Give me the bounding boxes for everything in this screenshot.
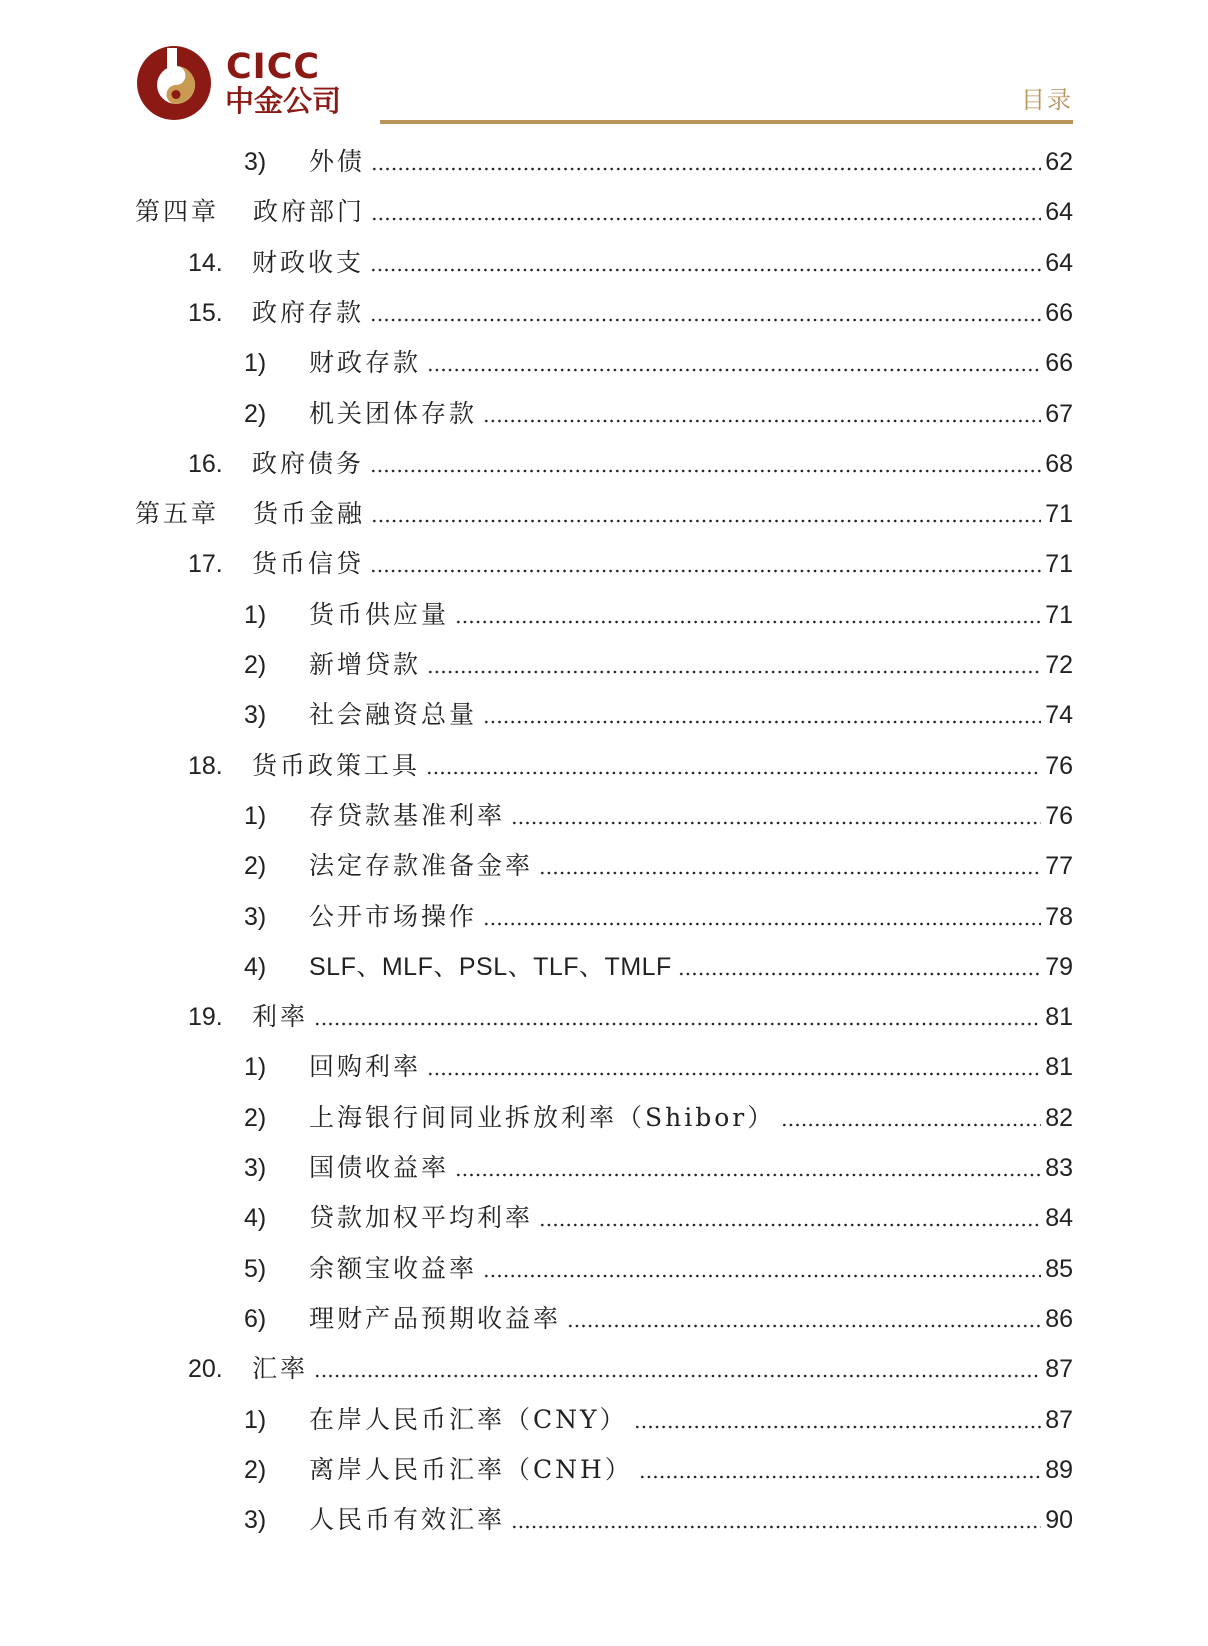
toc-entry-number: 3) bbox=[244, 1154, 267, 1182]
toc-page-number: 82 bbox=[1045, 1103, 1073, 1132]
dot-leader bbox=[371, 167, 1041, 171]
toc-entry-number: 5) bbox=[244, 1254, 267, 1283]
toc-entry[interactable] bbox=[244, 1249, 1073, 1289]
toc-page-number: 89 bbox=[1045, 1455, 1073, 1484]
dot-leader bbox=[483, 1274, 1041, 1278]
toc-entry-number: 3) bbox=[244, 902, 267, 931]
toc-entry[interactable] bbox=[244, 343, 1073, 383]
toc-entry-title: 财政收支 bbox=[252, 247, 365, 277]
toc-entry-number: 3) bbox=[244, 701, 267, 730]
toc-entry[interactable] bbox=[188, 544, 1073, 584]
toc-entry[interactable] bbox=[244, 796, 1073, 836]
toc-entry-number: 16. bbox=[188, 449, 223, 478]
toc-entry[interactable] bbox=[135, 494, 1073, 534]
toc-entry-title: 离岸人民币汇率（CNH） bbox=[309, 1454, 633, 1484]
dot-leader bbox=[370, 469, 1041, 473]
dot-leader bbox=[370, 569, 1041, 573]
toc-page-number: 76 bbox=[1045, 751, 1073, 780]
dot-leader bbox=[483, 720, 1041, 724]
toc-entry-title: 人民币有效汇率 bbox=[309, 1505, 506, 1535]
toc-page-number: 86 bbox=[1045, 1304, 1073, 1333]
toc-page-number: 64 bbox=[1045, 248, 1073, 277]
dot-leader bbox=[427, 368, 1041, 372]
toc-entry-number: 6) bbox=[244, 1304, 267, 1333]
toc-entry[interactable] bbox=[188, 293, 1073, 333]
toc-page-number: 62 bbox=[1045, 148, 1073, 176]
toc-entry[interactable] bbox=[244, 1047, 1073, 1087]
toc-entry[interactable] bbox=[244, 1400, 1073, 1440]
toc-page-number: 67 bbox=[1045, 399, 1073, 428]
page-header bbox=[0, 0, 1208, 130]
toc-entry-number: 1) bbox=[244, 600, 267, 629]
logo-text-en: CICC bbox=[226, 47, 321, 87]
dot-leader bbox=[371, 519, 1041, 523]
cicc-logo bbox=[136, 45, 386, 127]
toc-entry-title: 存贷款基准利率 bbox=[309, 800, 506, 830]
toc-entry-title: 货币金融 bbox=[253, 499, 366, 529]
toc-entry-title: 政府存款 bbox=[252, 297, 365, 327]
toc-page-number: 79 bbox=[1045, 952, 1073, 981]
header-divider bbox=[380, 120, 1073, 124]
dot-leader bbox=[371, 217, 1041, 221]
toc-entry-number: 19. bbox=[188, 1003, 223, 1032]
dot-leader bbox=[427, 1072, 1041, 1076]
toc-entry[interactable] bbox=[244, 142, 1073, 182]
toc-entry-title: 利率 bbox=[252, 1002, 309, 1032]
toc-entry-number: 1) bbox=[244, 801, 267, 830]
dot-leader bbox=[539, 871, 1041, 875]
toc-page-number: 81 bbox=[1045, 1053, 1073, 1082]
toc-entry-number: 4) bbox=[244, 952, 267, 981]
toc-entry-title: 余额宝收益率 bbox=[309, 1253, 478, 1283]
toc-page-number: 66 bbox=[1045, 349, 1073, 378]
toc-page-number: 78 bbox=[1045, 902, 1073, 931]
toc-entry-number: 3) bbox=[244, 1506, 267, 1535]
toc-entry-number: 15. bbox=[188, 298, 223, 327]
dot-leader bbox=[781, 1123, 1041, 1127]
toc-page-number: 84 bbox=[1045, 1204, 1073, 1233]
toc-entry-title: 新增贷款 bbox=[309, 650, 422, 679]
toc-entry[interactable] bbox=[188, 997, 1073, 1037]
toc-entry-number: 3) bbox=[244, 148, 267, 176]
toc-entry[interactable] bbox=[135, 192, 1073, 232]
dot-leader bbox=[370, 318, 1041, 322]
toc-page-number: 85 bbox=[1045, 1254, 1073, 1283]
toc-page-number: 77 bbox=[1045, 852, 1073, 881]
toc-entry-title: SLF、MLF、PSL、TLF、TMLF bbox=[309, 952, 672, 981]
dot-leader bbox=[483, 922, 1041, 926]
toc-entry-title: 回购利率 bbox=[309, 1052, 422, 1082]
toc-entry[interactable] bbox=[244, 1450, 1073, 1490]
toc-entry-title: 理财产品预期收益率 bbox=[309, 1303, 562, 1333]
toc-entry[interactable] bbox=[244, 695, 1073, 735]
dot-leader bbox=[678, 972, 1041, 976]
toc-entry[interactable] bbox=[188, 1349, 1073, 1389]
toc-entry-title: 财政存款 bbox=[309, 348, 422, 378]
dot-leader bbox=[639, 1475, 1041, 1479]
toc-page-number: 68 bbox=[1045, 449, 1073, 478]
toc-entry-title: 国债收益率 bbox=[309, 1153, 450, 1182]
toc-chapter-label: 第四章 bbox=[135, 197, 220, 227]
toc-entry-title: 在岸人民币汇率（CNY） bbox=[309, 1404, 628, 1434]
dot-leader bbox=[511, 821, 1041, 825]
toc-entry-title: 社会融资总量 bbox=[309, 700, 478, 730]
toc-page-number: 66 bbox=[1045, 298, 1073, 327]
dot-leader bbox=[426, 771, 1041, 775]
toc-entry[interactable] bbox=[244, 1299, 1073, 1339]
toc-page-number: 64 bbox=[1045, 198, 1073, 227]
dot-leader bbox=[314, 1374, 1041, 1378]
toc-entry-title: 法定存款准备金率 bbox=[309, 851, 534, 881]
toc-page-number: 72 bbox=[1045, 651, 1073, 679]
toc-entry[interactable] bbox=[188, 746, 1073, 786]
section-title: 目录 bbox=[1021, 86, 1073, 114]
toc-entry-number: 14. bbox=[188, 248, 223, 277]
toc-entry[interactable] bbox=[244, 1198, 1073, 1238]
toc-page-number: 81 bbox=[1045, 1003, 1073, 1032]
toc-entry-number: 18. bbox=[188, 751, 223, 780]
toc-entry-number: 2) bbox=[244, 1455, 267, 1484]
toc-entry-title: 货币供应量 bbox=[309, 599, 450, 629]
toc-entry-number: 2) bbox=[244, 399, 267, 428]
toc-entry[interactable] bbox=[188, 243, 1073, 283]
toc-entry-title: 外债 bbox=[309, 147, 366, 176]
dot-leader bbox=[370, 268, 1041, 272]
dot-leader bbox=[634, 1425, 1042, 1429]
toc-page-number: 71 bbox=[1045, 600, 1073, 629]
toc-entry[interactable] bbox=[188, 444, 1073, 484]
toc-entry[interactable] bbox=[244, 394, 1073, 434]
toc-page-number: 90 bbox=[1045, 1506, 1073, 1535]
dot-leader bbox=[455, 620, 1041, 624]
toc-entry[interactable] bbox=[244, 1148, 1073, 1188]
toc-page-number: 87 bbox=[1045, 1355, 1073, 1384]
toc-entry-title: 机关团体存款 bbox=[309, 398, 478, 428]
toc-entry-number: 1) bbox=[244, 1053, 267, 1082]
toc-entry[interactable] bbox=[244, 846, 1073, 886]
toc-page-number: 83 bbox=[1045, 1154, 1073, 1182]
dot-leader bbox=[511, 1525, 1041, 1529]
toc-entry[interactable] bbox=[244, 947, 1073, 987]
toc-entry[interactable] bbox=[244, 1098, 1073, 1138]
toc-entry-title: 货币政策工具 bbox=[252, 750, 421, 780]
dot-leader bbox=[539, 1223, 1041, 1227]
dot-leader bbox=[567, 1324, 1041, 1328]
toc-entry-title: 公开市场操作 bbox=[309, 901, 478, 931]
toc-entry-title: 汇率 bbox=[252, 1354, 309, 1384]
dot-leader bbox=[483, 419, 1041, 423]
toc-entry-number: 1) bbox=[244, 349, 267, 378]
dot-leader bbox=[427, 670, 1041, 674]
toc-entry-number: 17. bbox=[188, 550, 223, 579]
toc-page-number: 87 bbox=[1045, 1405, 1073, 1434]
toc-entry[interactable] bbox=[244, 645, 1073, 685]
toc-entry-number: 1) bbox=[244, 1405, 267, 1434]
toc-entry-number: 2) bbox=[244, 1103, 267, 1132]
toc-entry[interactable] bbox=[244, 595, 1073, 635]
toc-entry-number: 2) bbox=[244, 852, 267, 881]
toc-chapter-label: 第五章 bbox=[135, 499, 220, 529]
toc-entry-number: 4) bbox=[244, 1204, 267, 1233]
toc-entry-title: 贷款加权平均利率 bbox=[309, 1203, 534, 1233]
dot-leader bbox=[455, 1173, 1041, 1177]
toc-page-number: 71 bbox=[1045, 500, 1073, 529]
dot-leader bbox=[314, 1022, 1041, 1026]
toc-entry[interactable] bbox=[244, 1500, 1073, 1540]
toc-page-number: 71 bbox=[1045, 550, 1073, 579]
toc-page-number: 74 bbox=[1045, 701, 1073, 730]
toc-entry-title: 政府部门 bbox=[253, 197, 366, 227]
logo-text-cn: 中金公司 bbox=[225, 84, 342, 118]
cicc-logo-icon bbox=[136, 45, 212, 121]
toc-entry-number: 2) bbox=[244, 651, 267, 679]
toc-entry-title: 政府债务 bbox=[252, 448, 365, 478]
toc-page-number: 76 bbox=[1045, 801, 1073, 830]
toc-entry-title: 上海银行间同业拆放利率（Shibor） bbox=[309, 1102, 776, 1132]
toc-entry-title: 货币信贷 bbox=[252, 549, 365, 579]
toc-entry[interactable] bbox=[244, 897, 1073, 937]
toc-entry-number: 20. bbox=[188, 1355, 223, 1384]
